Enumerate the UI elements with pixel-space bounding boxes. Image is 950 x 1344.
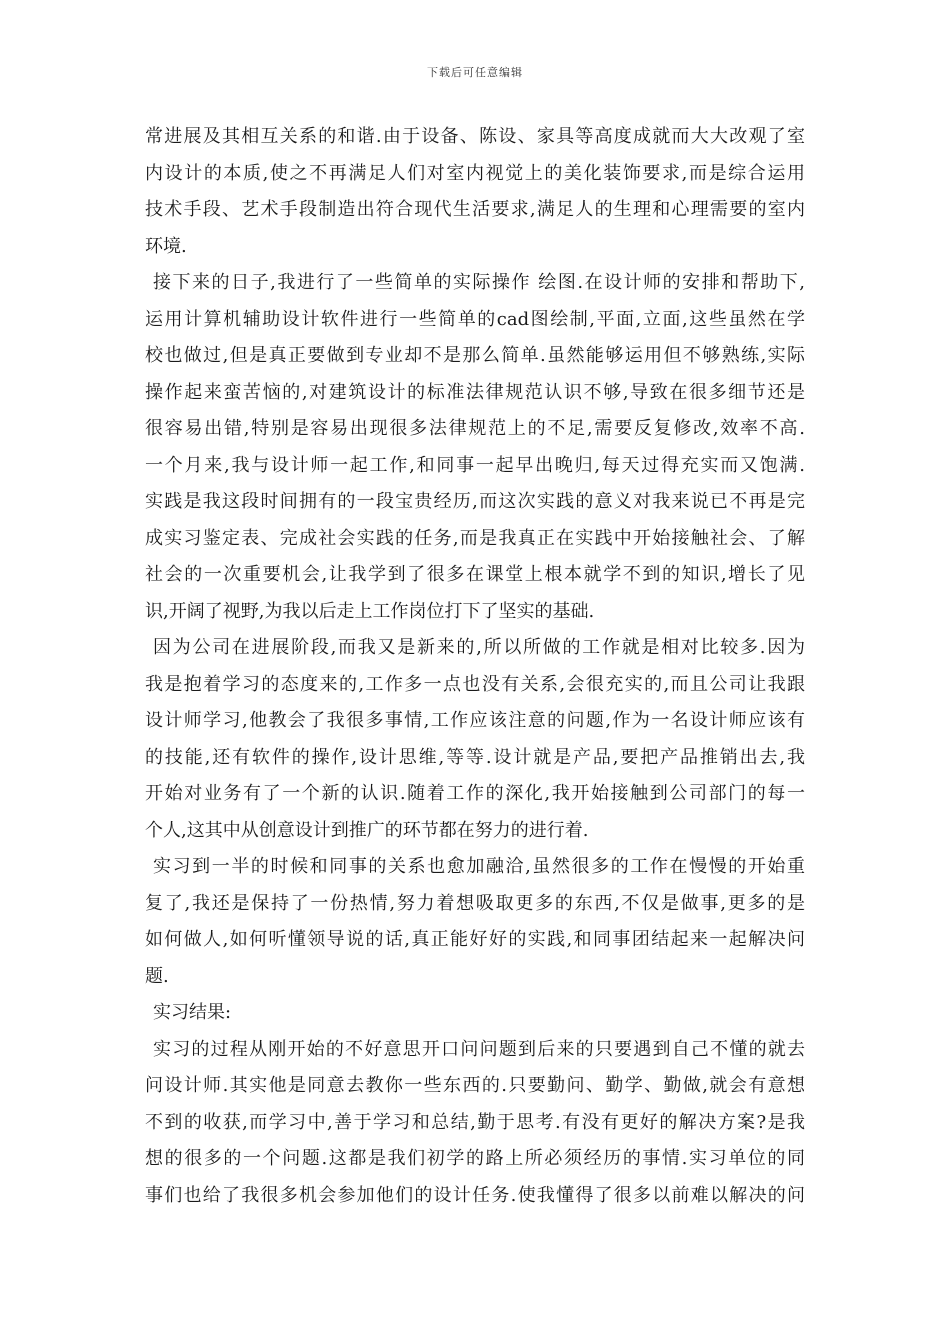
text-line: 成实习鉴定表、完成社会实践的任务,而是我真正在实践中开始接触社会、了解 [145, 527, 805, 549]
text-line: 个人,这其中从创意设计到推广的环节都在努力的进行着. [145, 819, 589, 841]
text-line: 操作起来蛮苦恼的,对建筑设计的标准法律规范认识不够,导致在很多细节还是 [145, 381, 805, 403]
text-line: 社会的一次重要机会,让我学到了很多在课堂上根本就学不到的知识,增长了见 [145, 564, 805, 585]
text-line: 的技能,还有软件的操作,设计思维,等等.设计就是产品,要把产品推销出去,我 [145, 746, 805, 768]
text-line: 识,开阔了视野,为我以后走上工作岗位打下了坚实的基础. [145, 600, 595, 622]
text-line: 不到的收获,而学习中,善于学习和总结,勤于思考.有没有更好的解决方案?是我 [145, 1111, 805, 1133]
text-line: 校也做过,但是真正要做到专业却不是那么简单.虽然能够运用但不够熟练,实际 [145, 345, 805, 366]
text-line: 环境. [145, 235, 187, 257]
text-line: 技术手段、艺术手段制造出符合现代生活要求,满足人的生理和心理需要的室内 [145, 199, 805, 220]
text-line: 实习的过程从刚开始的不好意思开口问问题到后来的只要遇到自己不懂的就去 [153, 1038, 805, 1060]
text-line: 实习结果: [153, 1002, 232, 1023]
text-line: 如何做人,如何听懂领导说的话,真正能好好的实践,和同事团结起来一起解决问 [145, 929, 805, 950]
text-line: 复了,我还是保持了一份热情,努力着想吸取更多的东西,不仅是做事,更多的是 [145, 892, 805, 914]
text-line: 一个月来,我与设计师一起工作,和同事一起早出晚归,每天过得充实而又饱满. [145, 454, 805, 476]
text-line: 因为公司在进展阶段,而我又是新来的,所以所做的工作就是相对比较多.因为 [153, 637, 805, 658]
text-line: 实践是我这段时间拥有的一段宝贵经历,而这次实践的意义对我来说已不再是完 [145, 491, 805, 512]
text-line: 设计师学习,他教会了我很多事情,工作应该注意的问题,作为一名设计师应该有 [145, 710, 805, 731]
text-line: 内设计的本质,使之不再满足人们对室内视觉上的美化装饰要求,而是综合运用 [145, 162, 805, 184]
text-line: 常进展及其相互关系的和谐.由于设备、陈设、家具等高度成就而大大改观了室 [145, 126, 805, 147]
text-line: 我是抱着学习的态度来的,工作多一点也没有关系,会很充实的,而且公司让我跟 [145, 673, 805, 695]
text-line: 事们也给了我很多机会参加他们的设计任务.使我懂得了很多以前难以解决的问 [145, 1184, 805, 1206]
text-line: 实习到一半的时候和同事的关系也愈加融洽,虽然很多的工作在慢慢的开始重 [153, 856, 805, 877]
text-line: 很容易出错,特别是容易出现很多法律规范上的不足,需要反复修改,效率不高. [145, 418, 805, 439]
text-line: 题. [145, 965, 169, 987]
text-line: 运用计算机辅助设计软件进行一些简单的cad图绘制,平面,立面,这些虽然在学 [145, 308, 805, 330]
text-line: 开始对业务有了一个新的认识.随着工作的深化,我开始接触到公司部门的每一 [145, 783, 805, 804]
text-line: 接下来的日子,我进行了一些简单的实际操作 绘图.在设计师的安排和帮助下, [153, 272, 805, 293]
header-note: 下载后可任意编辑 [427, 66, 523, 79]
text-line: 问设计师.其实他是同意去教你一些东西的.只要勤问、勤学、勤做,就会有意想 [145, 1075, 805, 1096]
text-line: 想的很多的一个问题.这都是我们初学的路上所必须经历的事情.实习单位的同 [145, 1148, 805, 1169]
body-text [145, 119, 805, 1214]
